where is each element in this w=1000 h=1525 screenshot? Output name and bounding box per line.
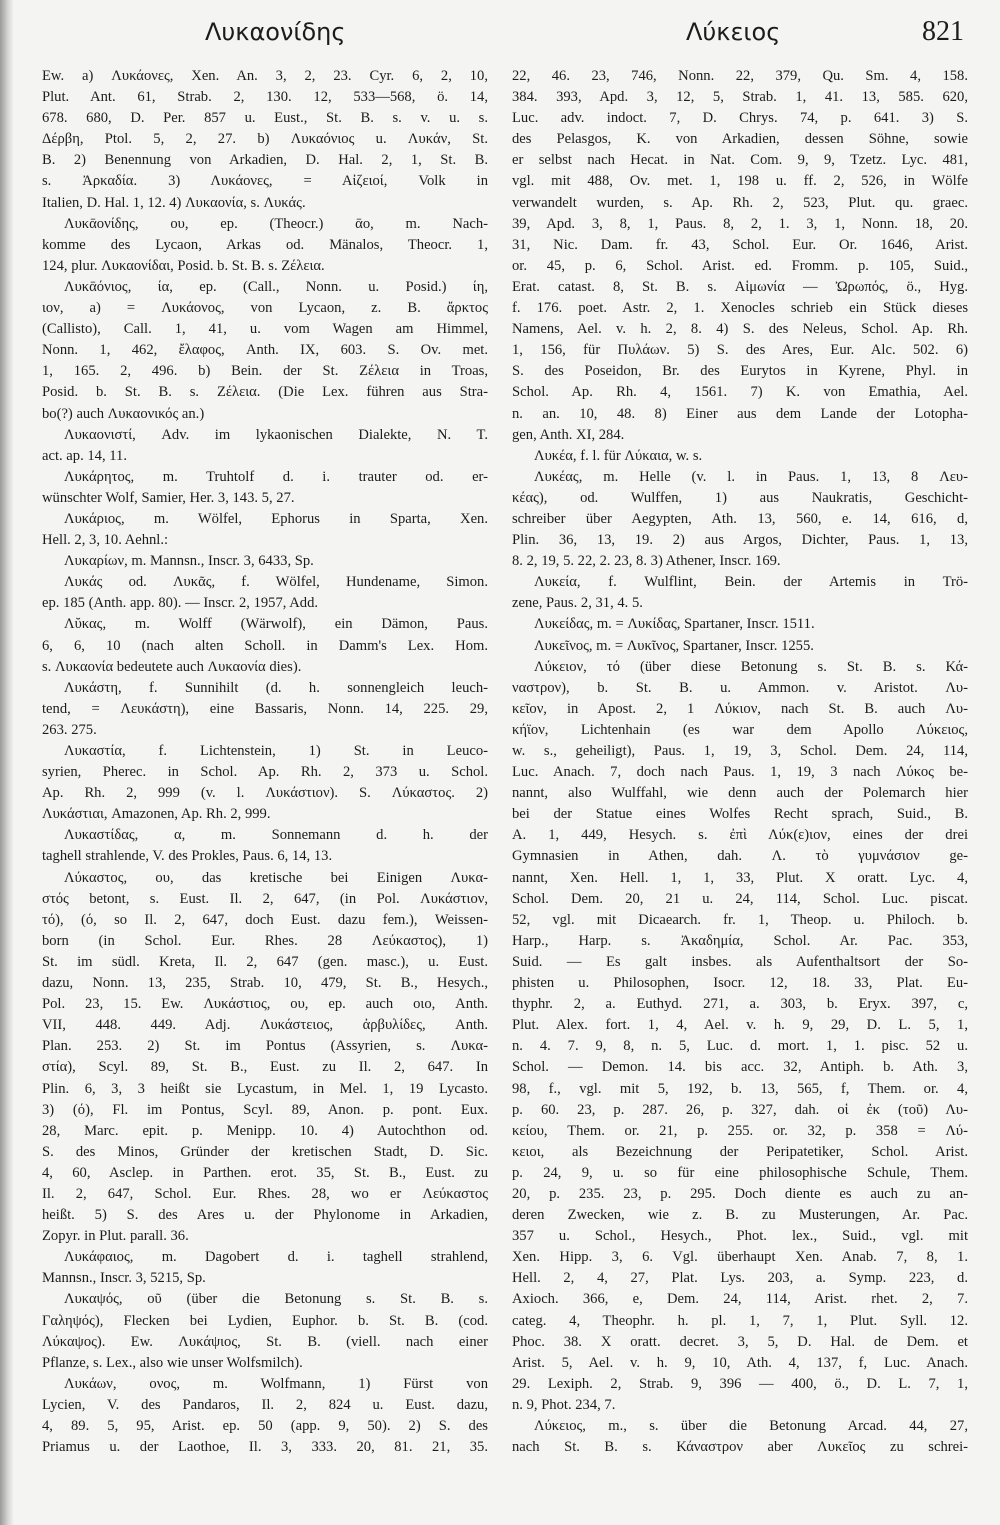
text-line: nannt, also Wulffahl, wie denn auch der Polemarch hier	[512, 785, 968, 802]
text-line: p. 60. 23, p. 287. 26, p. 327, dah. οἱ ἐκ (τοῦ) Λυ-	[512, 1101, 968, 1118]
text-line: gen, Anth. XI, 284.	[512, 426, 625, 443]
entry-start-line: Λυκᾱονίδης, ου, ep. (Theocr.) ᾱο, m. Nach-	[64, 215, 488, 232]
text-line: (Callisto), Call. 1, 41, u. vom Wagen am Himmel,	[42, 321, 488, 338]
text-line: 3) (ό), Fl. im Pontus, Scyl. 89, Anon. p. pont. Eux.	[42, 1101, 488, 1118]
text-line: zene, Paus. 2, 31, 4. 5.	[512, 595, 643, 612]
text-line: ιον, a) = Λυκάονος, von Lycaon, z. B. ἄρκτος	[42, 300, 488, 317]
text-line: bo(?) auch Λυκαονικός an.)	[42, 405, 205, 422]
text-line: Italien, D. Hal. 1, 12. 4) Λυκαονία, s. Λυκάς.	[42, 194, 306, 211]
text-line: bei der Statue eines Wolfes Recht sprach, Suid., B.	[512, 806, 968, 823]
text-line: n. 4. 7. 9, 8, n. 5, Luc. d. mort. 1, 1. pisc. 52 u.	[512, 1038, 968, 1055]
text-line: St. im südl. Kreta, Il. 2, 647 (gen. masc.), u. Eust.	[42, 953, 488, 970]
entry-start-line: Λύκειος, m., s. über die Betonung Arcad. 44, 27,	[534, 1418, 968, 1434]
text-line: or. 45, p. 6, Schol. Arist. ed. Fromm. p. 105, Suid.,	[512, 257, 968, 274]
text-line: Hell. 2, 4, 27, Plat. Lys. 203, a. Symp. 223, d.	[512, 1270, 968, 1287]
entry-start-line: Λυκαονιστί, Adv. im lykaonischen Dialekte, N. T.	[64, 426, 488, 443]
entry-start-line: Λυκαστίδας, α, m. Sonnemann d. h. der	[64, 827, 488, 844]
text-line: Arist. 5, Ael. v. h. 9, 10, Ath. 4, 137, f, Luc. Anach.	[512, 1354, 968, 1371]
entry-start-line: Λυκεία, f. Wulflint, Bein. der Artemis in Trö-	[534, 574, 968, 591]
text-line: Plut. Ant. 61, Strab. 2, 130. 12, 533—568, ö. 14,	[42, 89, 488, 106]
text-line: n. an. 10, 48. 8) Einer aus dem Lande der Lotopha-	[512, 405, 968, 422]
left-running-headword: Λυκαονίδης	[205, 18, 346, 46]
text-line: born (in Schol. Eur. Rhes. 28 Λεύκαστος), 1)	[42, 932, 488, 949]
text-line: κέας), od. Wulffen, 1) aus Naukratis, Geschicht-	[512, 489, 968, 506]
entry-start-line: Λῠκας, m. Wolff (Wärwolf), ein Dämon, Paus.	[64, 616, 488, 633]
text-line: Luc. adv. indoct. 7, D. Chrys. 74, p. 641. 3) S.	[512, 110, 968, 127]
text-line: Axioch. 366, e, Dem. 24, 114, Arist. rhet. 2, 7.	[512, 1291, 968, 1308]
text-line: syrien, Pherec. in Schol. Ap. Rh. 2, 373 u. Schol.	[42, 764, 488, 781]
entry-start-line: Λυκέα, f. l. für Λύκαια, w. s.	[534, 447, 703, 464]
text-line: Λυκάστιαι, Amazonen, Ap. Rh. 2, 999.	[42, 806, 271, 823]
text-line: Gymnasien in Athen, dah. Λ. τὸ γυμνάσιον ge-	[512, 848, 968, 865]
text-line: 22, 46. 23, 746, Nonn. 22, 379, Qu. Sm. 4, 158.	[512, 68, 968, 84]
text-line: categ. 4, Theophr. h. pl. 1, 7, 1, Plut. Syll. 12.	[512, 1312, 968, 1329]
text-line: Hell. 2, 3, 10. Aehnl.:	[42, 532, 169, 549]
text-line: taghell strahlende, V. des Prokles, Paus. 6, 14, 13.	[42, 848, 333, 865]
text-line: Plin. 6, 3, 3 heißt sie Lycastum, in Mel. 1, 19 Lycasto.	[42, 1080, 488, 1097]
text-line: des Pelasgos, K. von Arkadien, dessen Söhne, sowie	[512, 131, 968, 148]
text-line: er selbst nach Hecat. in Nat. Com. 9, 9, Tzetz. Lyc. 481,	[512, 152, 968, 169]
text-line: 124, plur. Λυκαονίδαι, Posid. b. St. B. s. Ζέλεια.	[42, 257, 325, 274]
text-line: s. Λυκαονία bedeutete auch Λυκαονία dies).	[42, 658, 302, 675]
text-line: wünschter Wolf, Samier, Her. 3, 143. 5, 27.	[42, 489, 295, 506]
text-line: Γαληψός), Flecken bei Lydien, Euphor. b. St. B. (cod.	[42, 1312, 488, 1329]
text-line: Posid. b. St. B. s. Ζέλεια. (Die Lex. führen aus Stra-	[42, 384, 488, 401]
entry-start-line: Λύκειον, τό (über diese Betonung s. St. B. s. Κά-	[534, 658, 968, 675]
text-line: Ap. Rh. 2, 999 (v. l. Λυκάστιον). S. Λύκαστος. 2)	[42, 785, 488, 802]
entry-start-line: Λυκάων, ονος, m. Wolfmann, 1) Fürst von	[64, 1375, 488, 1392]
entry-start-line: Λύκαστος, ου, das kretische bei Einigen Λυκα-	[64, 869, 488, 886]
text-line: nach St. B. s. Κάναστρον aber Λυκεῖος zu schrei-	[512, 1439, 968, 1456]
entry-start-line: Λυκάς od. Λυκᾶς, f. Wölfel, Hundename, Simon.	[64, 574, 488, 591]
text-line: Plut. Alex. fort. 1, 4, Ael. v. h. 9, 29, D. L. 5, 1,	[512, 1017, 968, 1034]
text-line: Plan. 253. 2) St. im Pontus (Assyrien, s. Λυκα-	[42, 1038, 488, 1055]
text-line: Ew. a) Λυκάονες, Xen. An. 3, 2, 23. Cyr. 6, 2, 10,	[42, 68, 488, 84]
text-line: ep. 185 (Anth. app. 80). — Inscr. 2, 1957, Add.	[42, 595, 319, 612]
text-line: Lycien, V. des Pandaros, Il. 2, 824 u. Eust. dazu,	[42, 1396, 488, 1413]
text-line: dazu, Nonn. 13, 235, Strab. 10, 479, St. B., Hesych.,	[42, 975, 488, 992]
text-line: Erat. catast. 8, St. B. s. Αἱμωνία — Ὠρωπός, ö., Hyg.	[512, 278, 968, 295]
text-line: στός betont, s. Eust. Il. 2, 647, (in Pol. Λυκάστιον,	[42, 890, 488, 907]
text-line: 6, 6, 10 (nach alten Scholl. in Damm's Lex. Hom.	[42, 637, 488, 654]
text-line: thyphr. 2, a. Euthyd. 271, a. 303, b. Eryx. 397, c,	[512, 996, 968, 1013]
text-line: act. ap. 14, 11.	[42, 447, 127, 464]
text-line: ναστρον), b. St. B. u. Ammon. v. Aristot. Λυ-	[512, 679, 968, 696]
text-line: verwandelt wurden, s. Ap. Rh. 2, 523, Plut. qu. graec.	[512, 194, 968, 211]
text-line: 357 u. Schol., Hesych., Phot. lex., Suid., vgl. mit	[512, 1228, 968, 1245]
text-line: nannt, Xen. Hell. 1, 1, 33, Plut. X oratt. Lyc. 4,	[512, 869, 968, 886]
text-line: 28, Marc. epit. p. Menipp. 10. 4) Autochthon od.	[42, 1122, 488, 1139]
scan-page-edge	[0, 0, 14, 1525]
text-line: VII, 448. 449. Adj. Λυκάστειος, ἀρβυλίδες, Anth.	[42, 1017, 488, 1034]
text-line: Schol. — Demon. 14. bis acc. 32, Antiph. b. Ath. 3,	[512, 1059, 968, 1076]
entry-start-line: Λυκάριος, m. Wölfel, Ephorus in Sparta, Xen.	[64, 510, 488, 527]
text-line: 8. 2, 19, 5. 22, 2. 23, 8. 3) Athener, Inscr. 169.	[512, 553, 781, 570]
entry-start-line: Λυκέας, m. Helle (v. l. in Paus. 1, 13, 8 Λευ-	[534, 468, 968, 485]
text-line: phisten u. Philosophen, Isocr. 12, 18. 33, Plat. Eu-	[512, 975, 968, 992]
entry-start-line: Λυκᾱόνιος, ία, ep. (Call., Nonn. u. Posid.) ίη,	[64, 278, 488, 295]
left-text-column	[42, 66, 488, 1458]
text-line: Schol. Ap. Rh. 4, 1561. 7) K. von Emathia, Ael.	[512, 384, 968, 401]
text-line: komme des Lycaon, Arkas od. Mänalos, Theocr. 1,	[42, 236, 488, 253]
text-line: schreiber über Aegypten, Ath. 13, 560, e. 14, 616, d,	[512, 510, 968, 527]
text-line: Plin. 36, 13, 19. 2) aus Argos, Dichter, Paus. 1, 13,	[512, 532, 968, 549]
right-running-headword: Λύκειος	[686, 18, 781, 46]
text-line: Zopyr. in Plut. parall. 36.	[42, 1228, 189, 1245]
text-line: Priamus u. der Laothoe, Il. 3, 333. 20, 81. 21, 35.	[42, 1439, 488, 1456]
entry-start-line: Λυκεῖνος, m. = Λυκῖνος, Spartaner, Inscr. 1255.	[534, 637, 814, 654]
text-line: B. 2) Benennung von Arkadien, D. Hal. 2, 1, St. B.	[42, 152, 488, 169]
text-line: n. 9, Phot. 234, 7.	[512, 1396, 616, 1413]
text-line: Phoc. 38. X oratt. decret. 3, 5, D. Hal. de Dem. et	[512, 1333, 968, 1350]
text-line: 263. 275.	[42, 721, 97, 738]
text-line: Luc. Anach. 7, doch nach Paus. 1, 19, 3 nach Λύκος be-	[512, 764, 968, 781]
entry-start-line: Λυκαψός, οῦ (über die Betonung s. St. B. s.	[64, 1291, 488, 1308]
text-line: Δέρβη, Ptol. 5, 2, 27. b) Λυκαόνιος u. Λυκάν, St.	[42, 131, 488, 148]
page-number: 821	[922, 16, 964, 47]
right-text-column	[512, 66, 968, 1458]
entry-start-line: Λυκάρητος, m. Truhtolf d. i. trauter od. er-	[64, 468, 488, 485]
text-line: s. Ἀρκαδία. 3) Λυκάονες, = Αἰζειοί, Volk in	[42, 173, 488, 190]
text-line: 1, 165. 2, 496. b) Bein. der St. Ζέλεια in Troas,	[42, 363, 488, 380]
text-line: κεῖον, in Apost. 2, 1 Λύκιον, nach St. B. auch Λυ-	[512, 700, 968, 717]
text-line: στία), Scyl. 89, St. B., Eust. zu Il. 2, 647. In	[42, 1059, 488, 1076]
entry-start-line: Λυκάφαιος, m. Dagobert d. i. taghell strahlend,	[64, 1249, 488, 1266]
entry-start-line: Λυκείδας, m. = Λυκίδας, Spartaner, Inscr. 1511.	[534, 616, 815, 633]
text-line: τό), (ό, so Il. 2, 647, doch Eust. dazu fem.), Weissen-	[42, 911, 488, 928]
text-line: Namens, Ael. v. h. 2, 8. 4) S. des Neleus, Schol. Ap. Rh.	[512, 321, 968, 338]
text-line: 20, p. 235. 23, p. 295. Doch diente es auch zu an-	[512, 1185, 968, 1202]
text-line: vgl. mit 488, Ov. met. 1, 198 u. ff. 2, 526, in Wölfe	[512, 173, 968, 190]
text-line: 98, f., vgl. mit 5, 192, b. 13, 565, f, Them. or. 4,	[512, 1080, 968, 1097]
text-line: 29. Lexiph. 2, Strab. 9, 396 — 400, ö., D. L. 7, 1,	[512, 1375, 968, 1392]
entry-start-line: Λυκάστη, f. Sunnihilt (d. h. sonnengleich leuch-	[64, 679, 488, 696]
text-line: 31, Nic. Dam. fr. 43, Schol. Eur. Or. 1646, Arist.	[512, 236, 968, 253]
text-line: p. 24, 9, u. so für eine philosophische Schule, Them.	[512, 1164, 968, 1181]
text-line: 4, 89. 5, 95, Arist. ep. 50 (app. 9, 50). 2) S. des	[42, 1418, 488, 1434]
text-line: heißt. 5) S. des Ares u. der Phylonome in Arkadien,	[42, 1207, 488, 1224]
text-line: Suid. — Es galt insbes. als Aufenthaltsort der So-	[512, 953, 968, 970]
entry-start-line: Λυκαστία, f. Lichtenstein, 1) St. in Leuco-	[64, 743, 488, 759]
page-header	[0, 14, 1000, 54]
text-line: 52, vgl. mit Dicaearch. fr. 1, Theop. u. Philoch. b.	[512, 911, 968, 928]
text-line: deren Zwecken, wie z. B. zu Musterungen, Ar. Pac.	[512, 1207, 968, 1224]
text-line: κειοι, als Bezeichnung der Peripatetiker, Schol. Arist.	[512, 1143, 968, 1160]
text-line: 1, 156, für Πυλάων. 5) S. des Ares, Eur. Alc. 502. 6)	[512, 342, 968, 359]
text-line: Il. 2, 647, Schol. Eur. Rhes. 28, wo er Λεύκαστος	[42, 1185, 488, 1202]
text-line: Nonn. 1, 462, ἔλαφος, Anth. IX, 603. S. Ov. met.	[42, 342, 488, 359]
text-line: 678. 680, D. Per. 857 u. Eust., St. B. s. v. u. s.	[42, 110, 488, 127]
text-line: S. des Minos, Gründer der kretischen Stadt, D. Sic.	[42, 1143, 488, 1160]
text-line: tend, = Λευκάστη), eine Bassaris, Nonn. 14, 225. 29,	[42, 700, 488, 717]
text-line: Pol. 23, 15. Ew. Λυκάστιος, ου, ep. auch οιο, Anth.	[42, 996, 488, 1013]
text-line: S. des Poseidon, Br. des Eurytos in Kyrene, Phyl. in	[512, 363, 968, 380]
text-line: Pflanze, s. Lex., also wie unser Wolfsmilch).	[42, 1354, 303, 1371]
text-line: Λύκαψος). Ew. Λυκάψιος, St. B. (viell. nach einer	[42, 1333, 488, 1350]
text-line: 39, Apd. 3, 8, 1, Paus. 8, 2, 1. 3, 1, Nonn. 18, 20.	[512, 215, 968, 232]
text-line: 384. 393, Apd. 3, 12, 5, Strab. 1, 41. 13, 585. 620,	[512, 89, 968, 106]
text-line: f. 176. poet. Astr. 2, 1. Xenocles schrieb ein Stück dieses	[512, 300, 968, 317]
text-line: κείου, Them. or. 21, p. 255. or. 32, p. 358 = Λύ-	[512, 1122, 968, 1139]
text-line: κήϊον, Lichtenhain (es war dem Apollo Λύκειος,	[512, 721, 968, 738]
text-line: Mannsn., Inscr. 3, 5215, Sp.	[42, 1270, 206, 1287]
text-line: w. s., geheiligt), Paus. 1, 19, 3, Schol. Dem. 24, 114,	[512, 743, 968, 759]
text-line: Schol. Dem. 20, 21 u. 24, 114, Schol. Luc. piscat.	[512, 890, 968, 907]
text-line: Harp., Harp. s. Ἀκαδημία, Schol. Ar. Pac. 353,	[512, 932, 968, 949]
text-line: 4, 60, Asclep. in Parthen. erot. 35, St. B., Eust. zu	[42, 1164, 488, 1181]
entry-start-line: Λυκαρίων, m. Mannsn., Inscr. 3, 6433, Sp.	[64, 553, 314, 570]
text-line: Xen. Hipp. 3, 6. Vgl. überhaupt Xen. Anab. 7, 8, 1.	[512, 1249, 968, 1266]
text-line: A. 1, 449, Hesych. s. ἐπὶ Λύκ(ε)ιον, eines der drei	[512, 827, 968, 844]
